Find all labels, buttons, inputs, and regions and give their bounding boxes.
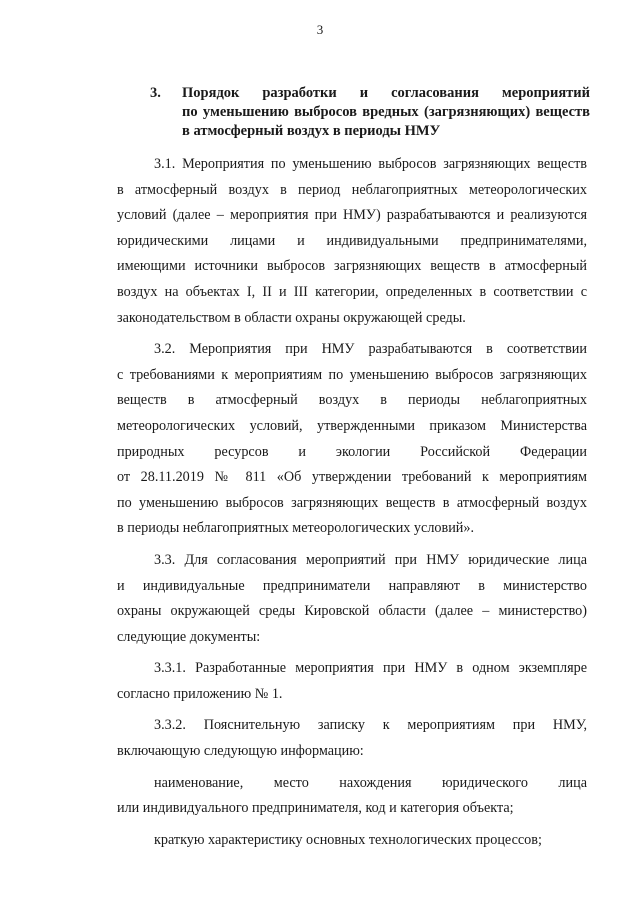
text-line: в атмосферный воздух в период неблагоприятных метеорологических — [117, 181, 587, 198]
section-title-line: Порядок разработки и согласования мероприятий — [182, 85, 590, 101]
section-number: 3. — [150, 85, 161, 101]
text-line: или индивидуального предпринимателя, код и категория объекта; — [117, 800, 514, 817]
text-line: метеорологических условий, утвержденными приказом Министерства — [117, 417, 587, 434]
text-line: 3.3.1. Разработанные мероприятия при НМУ в одном экземпляре — [154, 660, 587, 677]
section-title-line: по уменьшению выбросов вредных (загрязняющих) веществ — [182, 104, 590, 120]
list-item-name-location — [117, 771, 587, 822]
text-line: 3.3.2. Пояснительную записку к мероприятиям при НМУ, — [154, 717, 587, 734]
section-title-line: в атмосферный воздух в периоды НМУ — [182, 123, 441, 139]
text-line: веществ в атмосферный воздух в периоды неблагоприятных — [117, 392, 587, 409]
text-line: краткую характеристику основных технологических процессов; — [154, 831, 542, 848]
text-line: 3.1. Мероприятия по уменьшению выбросов загрязняющих веществ — [154, 156, 587, 172]
text-line: 3.3. Для согласования мероприятий при НМУ юридические лица — [154, 551, 587, 568]
text-line: наименование, место нахождения юридического лица — [154, 774, 587, 791]
text-line: законодательством в области охраны окружающей среды. — [117, 309, 466, 326]
text-line: юридическими лицами и индивидуальными предпринимателями, — [117, 232, 587, 249]
paragraph-3-3-1 — [117, 656, 587, 707]
paragraph-3-3 — [117, 548, 587, 650]
text-line: условий (далее – мероприятия при НМУ) разрабатываются и реализуются — [117, 207, 587, 224]
text-line: от 28.11.2019 № 811 «Об утверждении требований к мероприятиям — [117, 469, 587, 486]
page-number: 3 — [316, 22, 324, 37]
text-line: и индивидуальные предприниматели направляют в министерство — [117, 577, 587, 594]
text-line: имеющими источники выбросов загрязняющих веществ в атмосферный — [117, 258, 587, 275]
text-line: по уменьшению выбросов загрязняющих веществ в атмосферный воздух — [117, 494, 587, 511]
text-line: в периоды неблагоприятных метеорологических условий». — [117, 520, 475, 537]
text-line: согласно приложению № 1. — [117, 685, 283, 702]
paragraph-3-2 — [117, 337, 587, 542]
text-line: включающую следующую информацию: — [117, 743, 364, 760]
paragraph-3-3-2 — [117, 713, 587, 764]
text-line: 3.2. Мероприятия при НМУ разрабатываются в соответствии — [154, 341, 587, 358]
paragraph-3-1 — [117, 152, 587, 331]
text-line: следующие документы: — [117, 628, 261, 645]
text-line: охраны окружающей среды Кировской области (далее – министерство) — [117, 603, 587, 620]
section-body — [117, 152, 587, 859]
text-line: воздух на объектах I, II и III категории, определенных в соответствии с — [117, 283, 587, 300]
text-line: природных ресурсов и экологии Российской Федерации — [117, 443, 587, 460]
section-heading — [150, 84, 590, 141]
list-item-processes — [117, 828, 587, 854]
text-line: с требованиями к мероприятиям по уменьшению выбросов загрязняющих — [117, 366, 587, 383]
